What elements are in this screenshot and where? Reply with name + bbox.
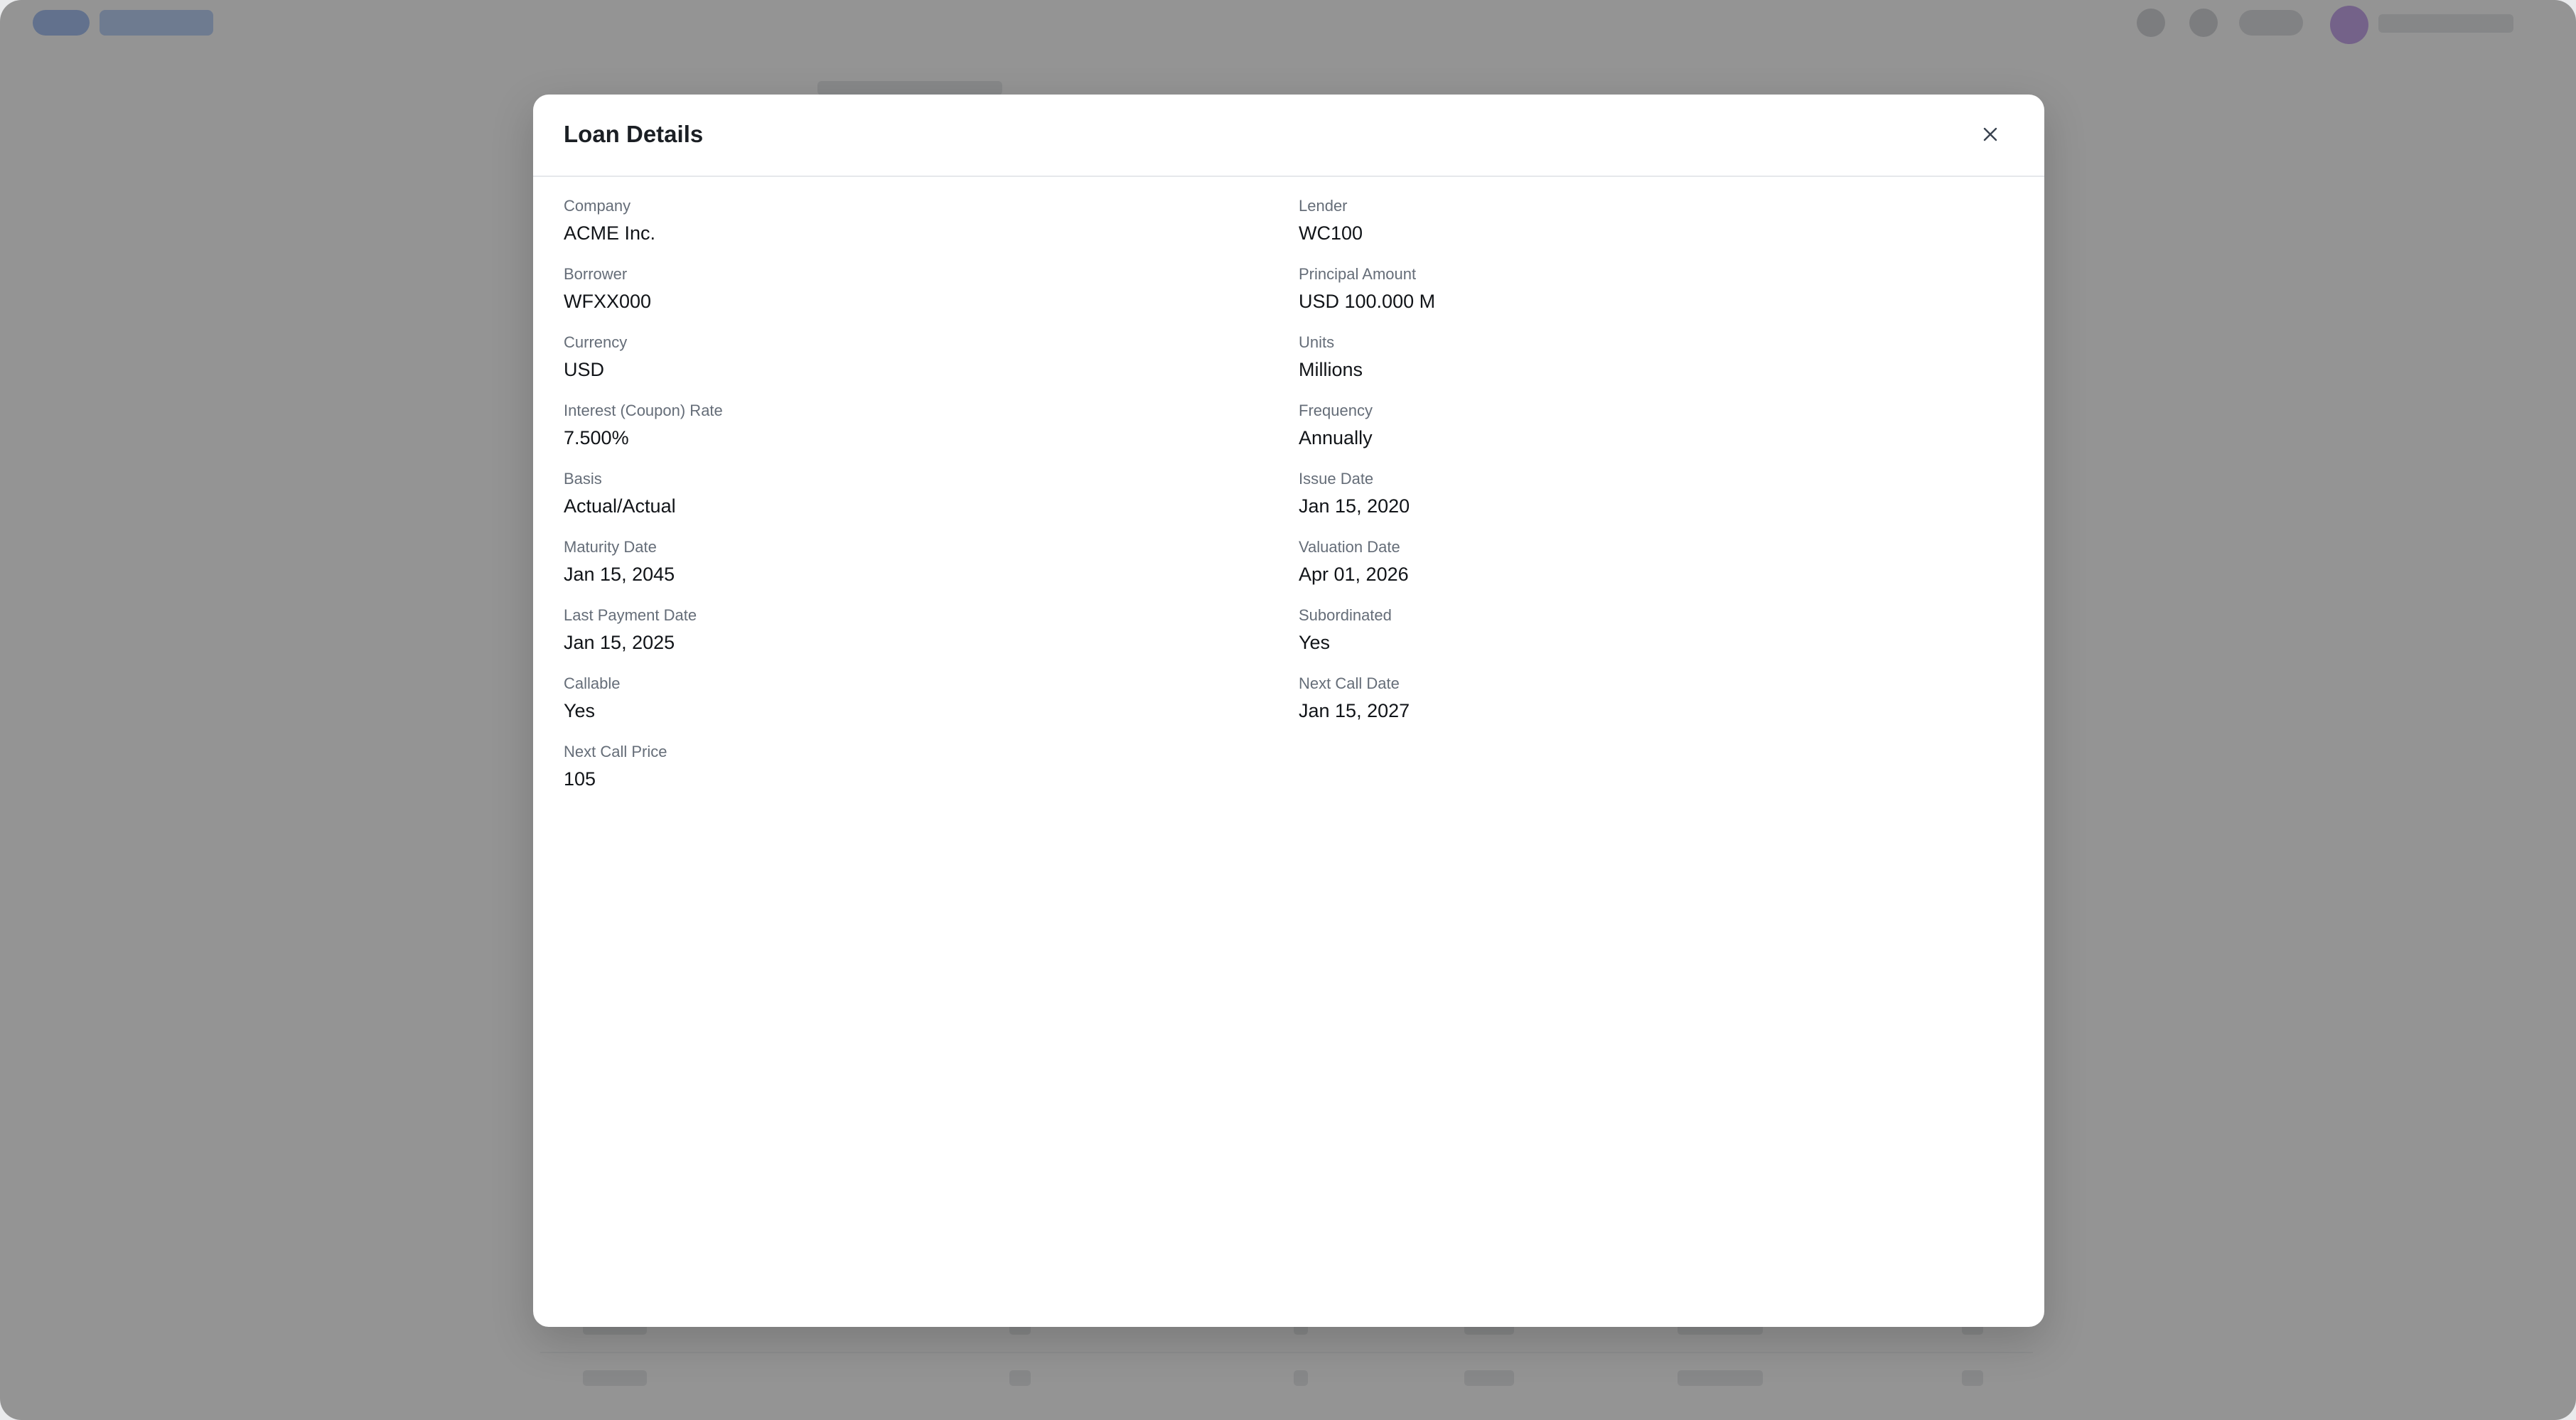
field-lender [1299, 197, 2009, 265]
field-value: Millions [1299, 359, 1363, 380]
field-label: Last Payment Date [564, 606, 697, 624]
modal-title: Loan Details [564, 121, 704, 147]
field-basis [564, 470, 1299, 538]
field-value: USD 100.000 M [1299, 291, 1436, 312]
field-interest-rate [564, 402, 1299, 470]
field-label: Issue Date [1299, 470, 1374, 488]
field-maturity-date [564, 538, 1299, 606]
field-label: Callable [564, 674, 621, 692]
field-value: Actual/Actual [564, 495, 676, 517]
field-label: Next Call Date [1299, 674, 1400, 692]
details-grid [564, 197, 2014, 811]
field-principal-amount [1299, 265, 2009, 333]
field-value: Yes [1299, 632, 1331, 653]
field-units [1299, 333, 2009, 402]
field-label: Currency [564, 333, 628, 351]
field-label: Subordinated [1299, 606, 1392, 624]
field-value: 105 [564, 768, 596, 790]
field-company [564, 197, 1299, 265]
field-value: Jan 15, 2020 [1299, 495, 1410, 517]
field-value: Apr 01, 2026 [1299, 564, 1409, 585]
field-value: Annually [1299, 427, 1373, 448]
field-subordinated [1299, 606, 2009, 674]
field-borrower [564, 265, 1299, 333]
field-label: Units [1299, 333, 1335, 351]
modal-header [533, 95, 2044, 177]
field-label: Borrower [564, 265, 628, 283]
field-next-call-price [564, 743, 1299, 811]
modal-body [533, 177, 2044, 811]
field-label: Company [564, 197, 631, 215]
field-label: Principal Amount [1299, 265, 1417, 283]
loan-details-modal [533, 95, 2044, 1327]
field-valuation-date [1299, 538, 2009, 606]
field-value: ACME Inc. [564, 222, 656, 244]
field-value: Jan 15, 2027 [1299, 700, 1410, 721]
field-label: Basis [564, 470, 602, 488]
field-value: 7.500% [564, 427, 629, 448]
field-callable [564, 674, 1299, 743]
field-value: Jan 15, 2025 [564, 632, 675, 653]
field-label: Next Call Price [564, 743, 667, 760]
field-value: WFXX000 [564, 291, 652, 312]
field-value: USD [564, 359, 605, 380]
field-next-call-date [1299, 674, 2009, 743]
field-value: Jan 15, 2045 [564, 564, 675, 585]
close-button[interactable] [1972, 116, 2009, 153]
field-label: Valuation Date [1299, 538, 1400, 556]
field-frequency [1299, 402, 2009, 470]
field-value: WC100 [1299, 222, 1363, 244]
field-label: Frequency [1299, 402, 1373, 419]
field-last-payment-date [564, 606, 1299, 674]
field-currency [564, 333, 1299, 402]
field-label: Maturity Date [564, 538, 657, 556]
close-icon [1982, 127, 1998, 142]
field-issue-date [1299, 470, 2009, 538]
field-value: Yes [564, 700, 596, 721]
field-label: Interest (Coupon) Rate [564, 402, 723, 419]
field-label: Lender [1299, 197, 1348, 215]
